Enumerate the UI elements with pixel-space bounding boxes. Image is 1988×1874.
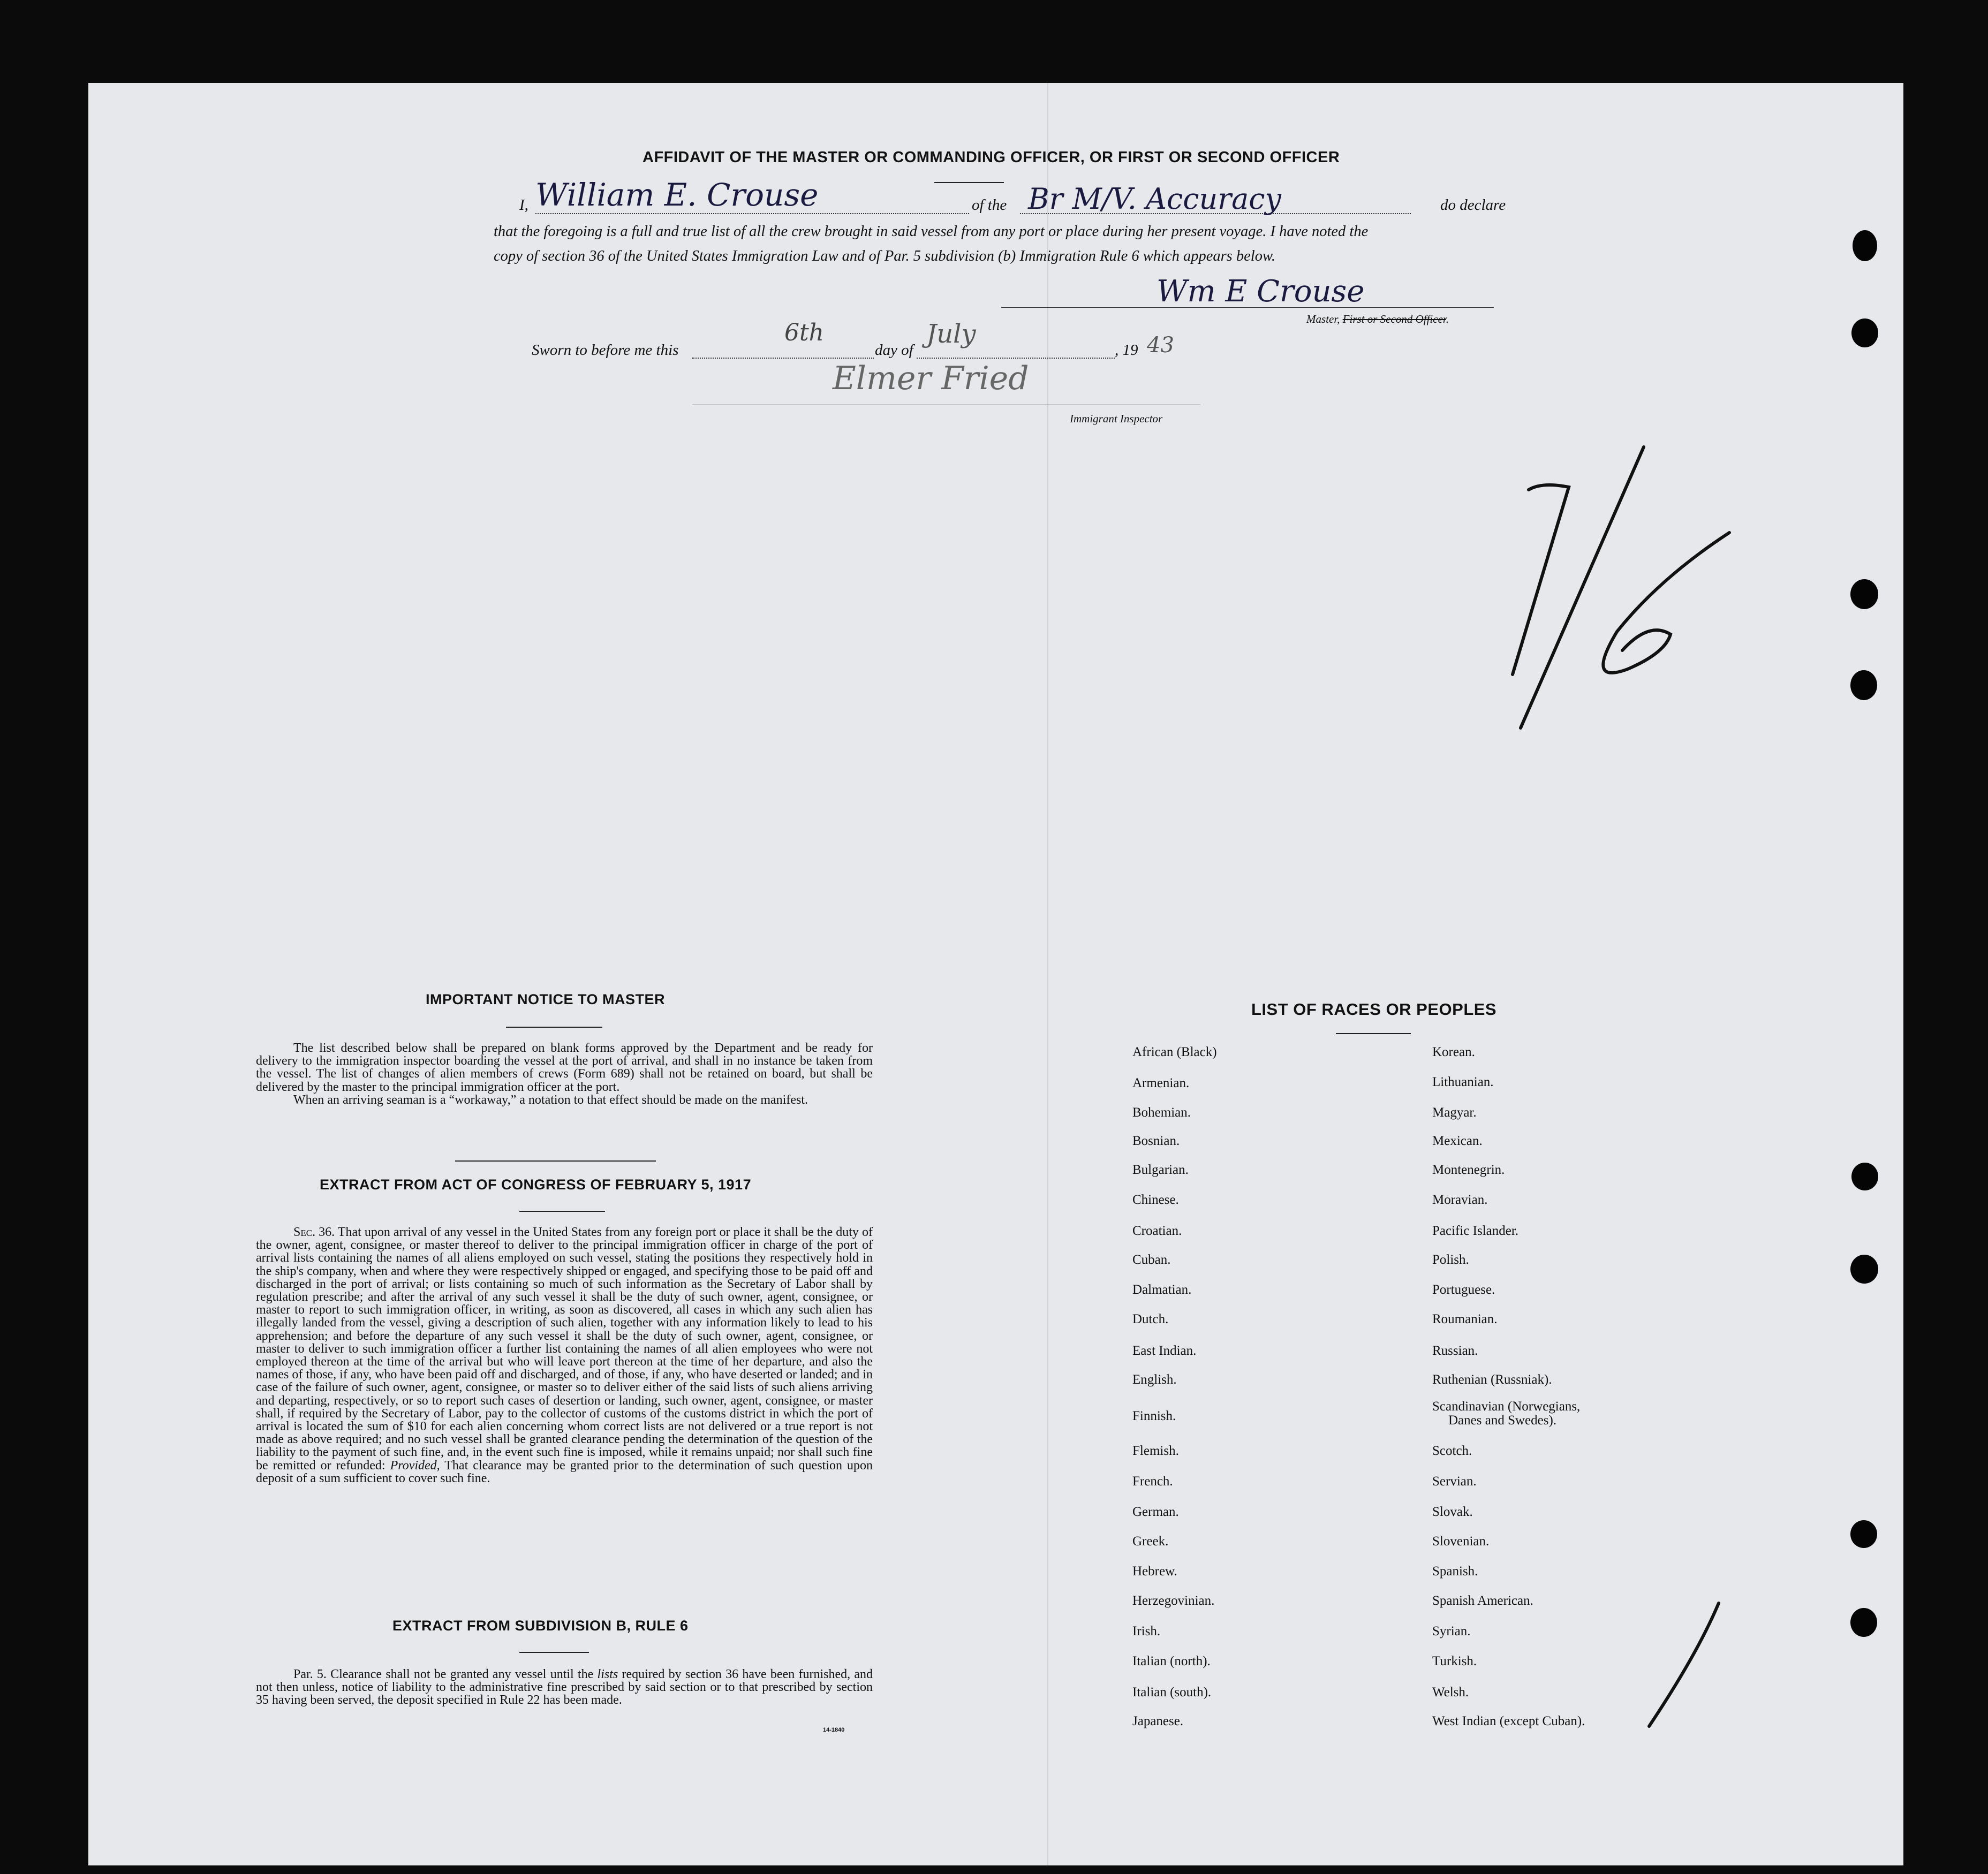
punch-hole [1850, 579, 1878, 609]
punch-hole [1851, 318, 1878, 347]
race-item: Spanish. [1432, 1564, 1478, 1579]
race-item: Dutch. [1132, 1312, 1169, 1326]
race-item: Hebrew. [1132, 1564, 1177, 1579]
par5-part-a: Par. 5. Clearance shall not be granted any vessel until the [293, 1667, 594, 1681]
extract2-title: EXTRACT FROM SUBDIVISION B, RULE 6 [392, 1618, 689, 1634]
race-item: Russian. [1432, 1344, 1478, 1358]
race-item: Cuban. [1132, 1253, 1171, 1267]
race-item: Slovenian. [1432, 1534, 1490, 1549]
race-item: Spanish American. [1432, 1594, 1533, 1608]
race-item: Japanese. [1132, 1714, 1184, 1728]
race-item: Finnish. [1132, 1409, 1176, 1423]
sworn-month-handwritten: July [926, 319, 976, 349]
punch-hole [1853, 230, 1877, 261]
punch-hole [1851, 1163, 1878, 1190]
race-item: West Indian (except Cuban). [1432, 1714, 1585, 1728]
race-item: Scandinavian (Norwegians, [1432, 1399, 1581, 1414]
race-item: Bohemian. [1132, 1105, 1191, 1120]
race-item: German. [1132, 1505, 1179, 1519]
race-item: Italian (north). [1132, 1654, 1211, 1668]
vessel-name-handwritten: Br M/V. Accuracy [1028, 182, 1282, 216]
race-item: Scotch. [1432, 1444, 1472, 1458]
notice-paragraph-1: The list described below shall be prepared on blank forms approved by the Department and be ready for delivery to the immigration inspector boarding the vessel at the port of arrival, and shall in no instance be taken from the vessel. The list of changes of alien members of crews (Form 689) shall not be retained on board, but shall be delivered by the master to the principal immigration officer at the port. [256, 1041, 873, 1094]
name-line [535, 213, 969, 214]
punch-hole [1850, 1520, 1877, 1548]
day-of-label: day of [875, 342, 913, 359]
race-item: Montenegrin. [1432, 1163, 1505, 1177]
of-the-label: of the [972, 196, 1007, 214]
punch-hole [1850, 670, 1877, 700]
race-item: Welsh. [1432, 1685, 1469, 1700]
section-36-label: Sec. 36. [293, 1225, 335, 1239]
section-36-paragraph [256, 1226, 873, 1485]
race-item: Polish. [1432, 1253, 1469, 1267]
notice-body [256, 1042, 873, 1106]
race-item: Moravian. [1432, 1193, 1488, 1207]
race-item: Armenian. [1132, 1076, 1190, 1090]
race-item: Dalmatian. [1132, 1283, 1192, 1297]
annotation-small-one [1638, 1595, 1735, 1734]
document-page [88, 83, 1903, 1865]
inspector-label: Immigrant Inspector [1070, 412, 1163, 425]
par5-part-b: required by section 36 have been furnished, and not then unless, notice of liability to the administrative fine prescribed by said section or to that prescribed by section 35 having been served, the deposit specified in Rule 22 has been made. [256, 1667, 873, 1708]
sworn-day-handwritten: 6th [784, 319, 825, 346]
sworn-label: Sworn to before me this [532, 342, 679, 359]
punch-hole [1850, 1608, 1877, 1637]
section-36-end: That clearance may be granted prior to the determination of such question upon deposit of a sum sufficient to cover such fine. [256, 1458, 873, 1485]
races-title: LIST OF RACES OR PEOPLES [1251, 1000, 1497, 1019]
title-rule [934, 182, 1004, 183]
race-item: Mexican. [1432, 1134, 1483, 1148]
race-item: Pacific Islander. [1432, 1224, 1519, 1238]
race-item: Korean. [1432, 1045, 1475, 1059]
race-item: Lithuanian. [1432, 1075, 1494, 1089]
declaration-line-2: that the foregoing is a full and true list of all the crew brought in said vessel from any port or place during her present voyage. I have noted the [494, 223, 1369, 240]
annotation-large-fraction [1488, 439, 1745, 739]
race-item: Syrian. [1432, 1624, 1471, 1638]
race-item: Bosnian. [1132, 1134, 1180, 1148]
affidavit-title: AFFIDAVIT OF THE MASTER OR COMMANDING OFFICER, OR FIRST OR SECOND OFFICER [642, 149, 1340, 166]
race-item: Slovak. [1432, 1505, 1473, 1519]
i-label: I, [519, 196, 528, 214]
declaration-line-3: copy of section 36 of the United States Immigration Law and of Par. 5 subdivision (b) Immigration Rule 6 which appears below. [494, 248, 1275, 264]
master-signature: Wm E Crouse [1156, 274, 1365, 309]
notice-title: IMPORTANT NOTICE TO MASTER [426, 991, 665, 1007]
notice-rule [506, 1027, 602, 1028]
year-prefix: , 19 [1115, 342, 1138, 359]
inspector-signature: Elmer Fried [833, 360, 1029, 397]
page-fold [1047, 83, 1048, 1865]
title-struck-officers: First or Second Officer [1342, 313, 1446, 325]
sworn-day-line [692, 358, 874, 359]
signer-title [1306, 313, 1449, 326]
race-item: East Indian. [1132, 1344, 1197, 1358]
section-36-text [256, 1226, 873, 1485]
race-item: Flemish. [1132, 1444, 1179, 1458]
rule-6-paragraph [256, 1668, 873, 1707]
title-master: Master, [1306, 313, 1343, 325]
do-declare-label: do declare [1440, 196, 1506, 214]
race-item: Croatian. [1132, 1224, 1182, 1238]
punch-hole [1850, 1255, 1878, 1284]
races-rule [1336, 1033, 1411, 1034]
race-item-continuation: Danes and Swedes). [1448, 1413, 1557, 1428]
provided-label: Provided, [390, 1458, 440, 1473]
race-item: French. [1132, 1474, 1173, 1489]
notice-divider [455, 1160, 656, 1162]
race-item: Magyar. [1432, 1105, 1477, 1120]
race-item: African (Black) [1132, 1045, 1217, 1059]
year-handwritten: 43 [1147, 333, 1174, 358]
extract2-rule [519, 1652, 589, 1653]
race-item: English. [1132, 1372, 1177, 1387]
race-item: Bulgarian. [1132, 1163, 1189, 1177]
annotation-small-one-text [0, 0, 1, 1]
form-number: 14-1840 [823, 1727, 845, 1733]
extract1-title: EXTRACT FROM ACT OF CONGRESS OF FEBRUARY 5, 1917 [320, 1177, 752, 1193]
race-item: Chinese. [1132, 1193, 1179, 1207]
extract1-rule [519, 1211, 605, 1212]
race-item: Herzegovinian. [1132, 1594, 1215, 1608]
title-period: . [1446, 313, 1449, 325]
par5-lists: lists [597, 1667, 618, 1681]
race-item: Italian (south). [1132, 1685, 1212, 1700]
race-item: Ruthenian (Russniak). [1432, 1372, 1552, 1387]
month-line [917, 358, 1115, 359]
section-36-body: That upon arrival of any vessel in the United States from any foreign port or place it shall be the duty of the owner, agent, consignee, or master thereof to deliver to the principal immigration officer in charge of the port of arrival lists containing the names of all aliens employed on such vessel, stating the positions they respectively hold in the ship's company, when and where they were respectively shipped or engaged, and specifying those to be paid off and discharged in the port of arrival; or lists containing so much of such information as the Secretary of Labor shall by regulation prescribe; and after the arrival of any such vessel it shall be the duty of such owner, agent, consignee, or master to report to such immigration officer, in writing, as soon as discovered, all cases in which any such alien has illegally landed from the vessel, giving a description of such alien, together with any information likely to lead to his apprehension; and before the departure of any such vessel it shall be the duty of such owner, agent, consignee, or master to deliver to such immigration officer a further list containing the names of all alien employees who were not employed thereon at the time of the arrival but who will leave port thereon at the time of her departure, and also the names of those, if any, who have been paid off and discharged, and of those, if any, who have deserted or landed; and in case of the failure of such owner, agent, consignee, or master so to deliver either of the said lists of such aliens arriving and departing, respectively, or so to report such cases of desertion or landing, such owner, agent, consignee, or master shall, if required by the Secretary of Labor, pay to the collector of customs of the customs district in which the port of arrival is located the sum of $10 for each alien concerning whom correct lists are not delivered or a true report is not made as above required; and no such vessel shall be granted clearance pending the determination of the question of the liability to the payment of such fine, and, in the event such fine is imposed, while it remains unpaid; nor shall such fine be remitted or refunded: [256, 1225, 873, 1473]
race-item: Roumanian. [1432, 1312, 1498, 1326]
race-item: Greek. [1132, 1534, 1169, 1549]
race-item: Turkish. [1432, 1654, 1477, 1668]
race-item: Servian. [1432, 1474, 1477, 1489]
master-name-handwritten: William E. Crouse [535, 177, 819, 213]
notice-paragraph-2: When an arriving seaman is a “workaway,” a notation to that effect should be made on the manifest. [293, 1092, 808, 1107]
race-item: Irish. [1132, 1624, 1161, 1638]
rule-6-text [256, 1668, 873, 1707]
race-item: Portuguese. [1432, 1283, 1495, 1297]
